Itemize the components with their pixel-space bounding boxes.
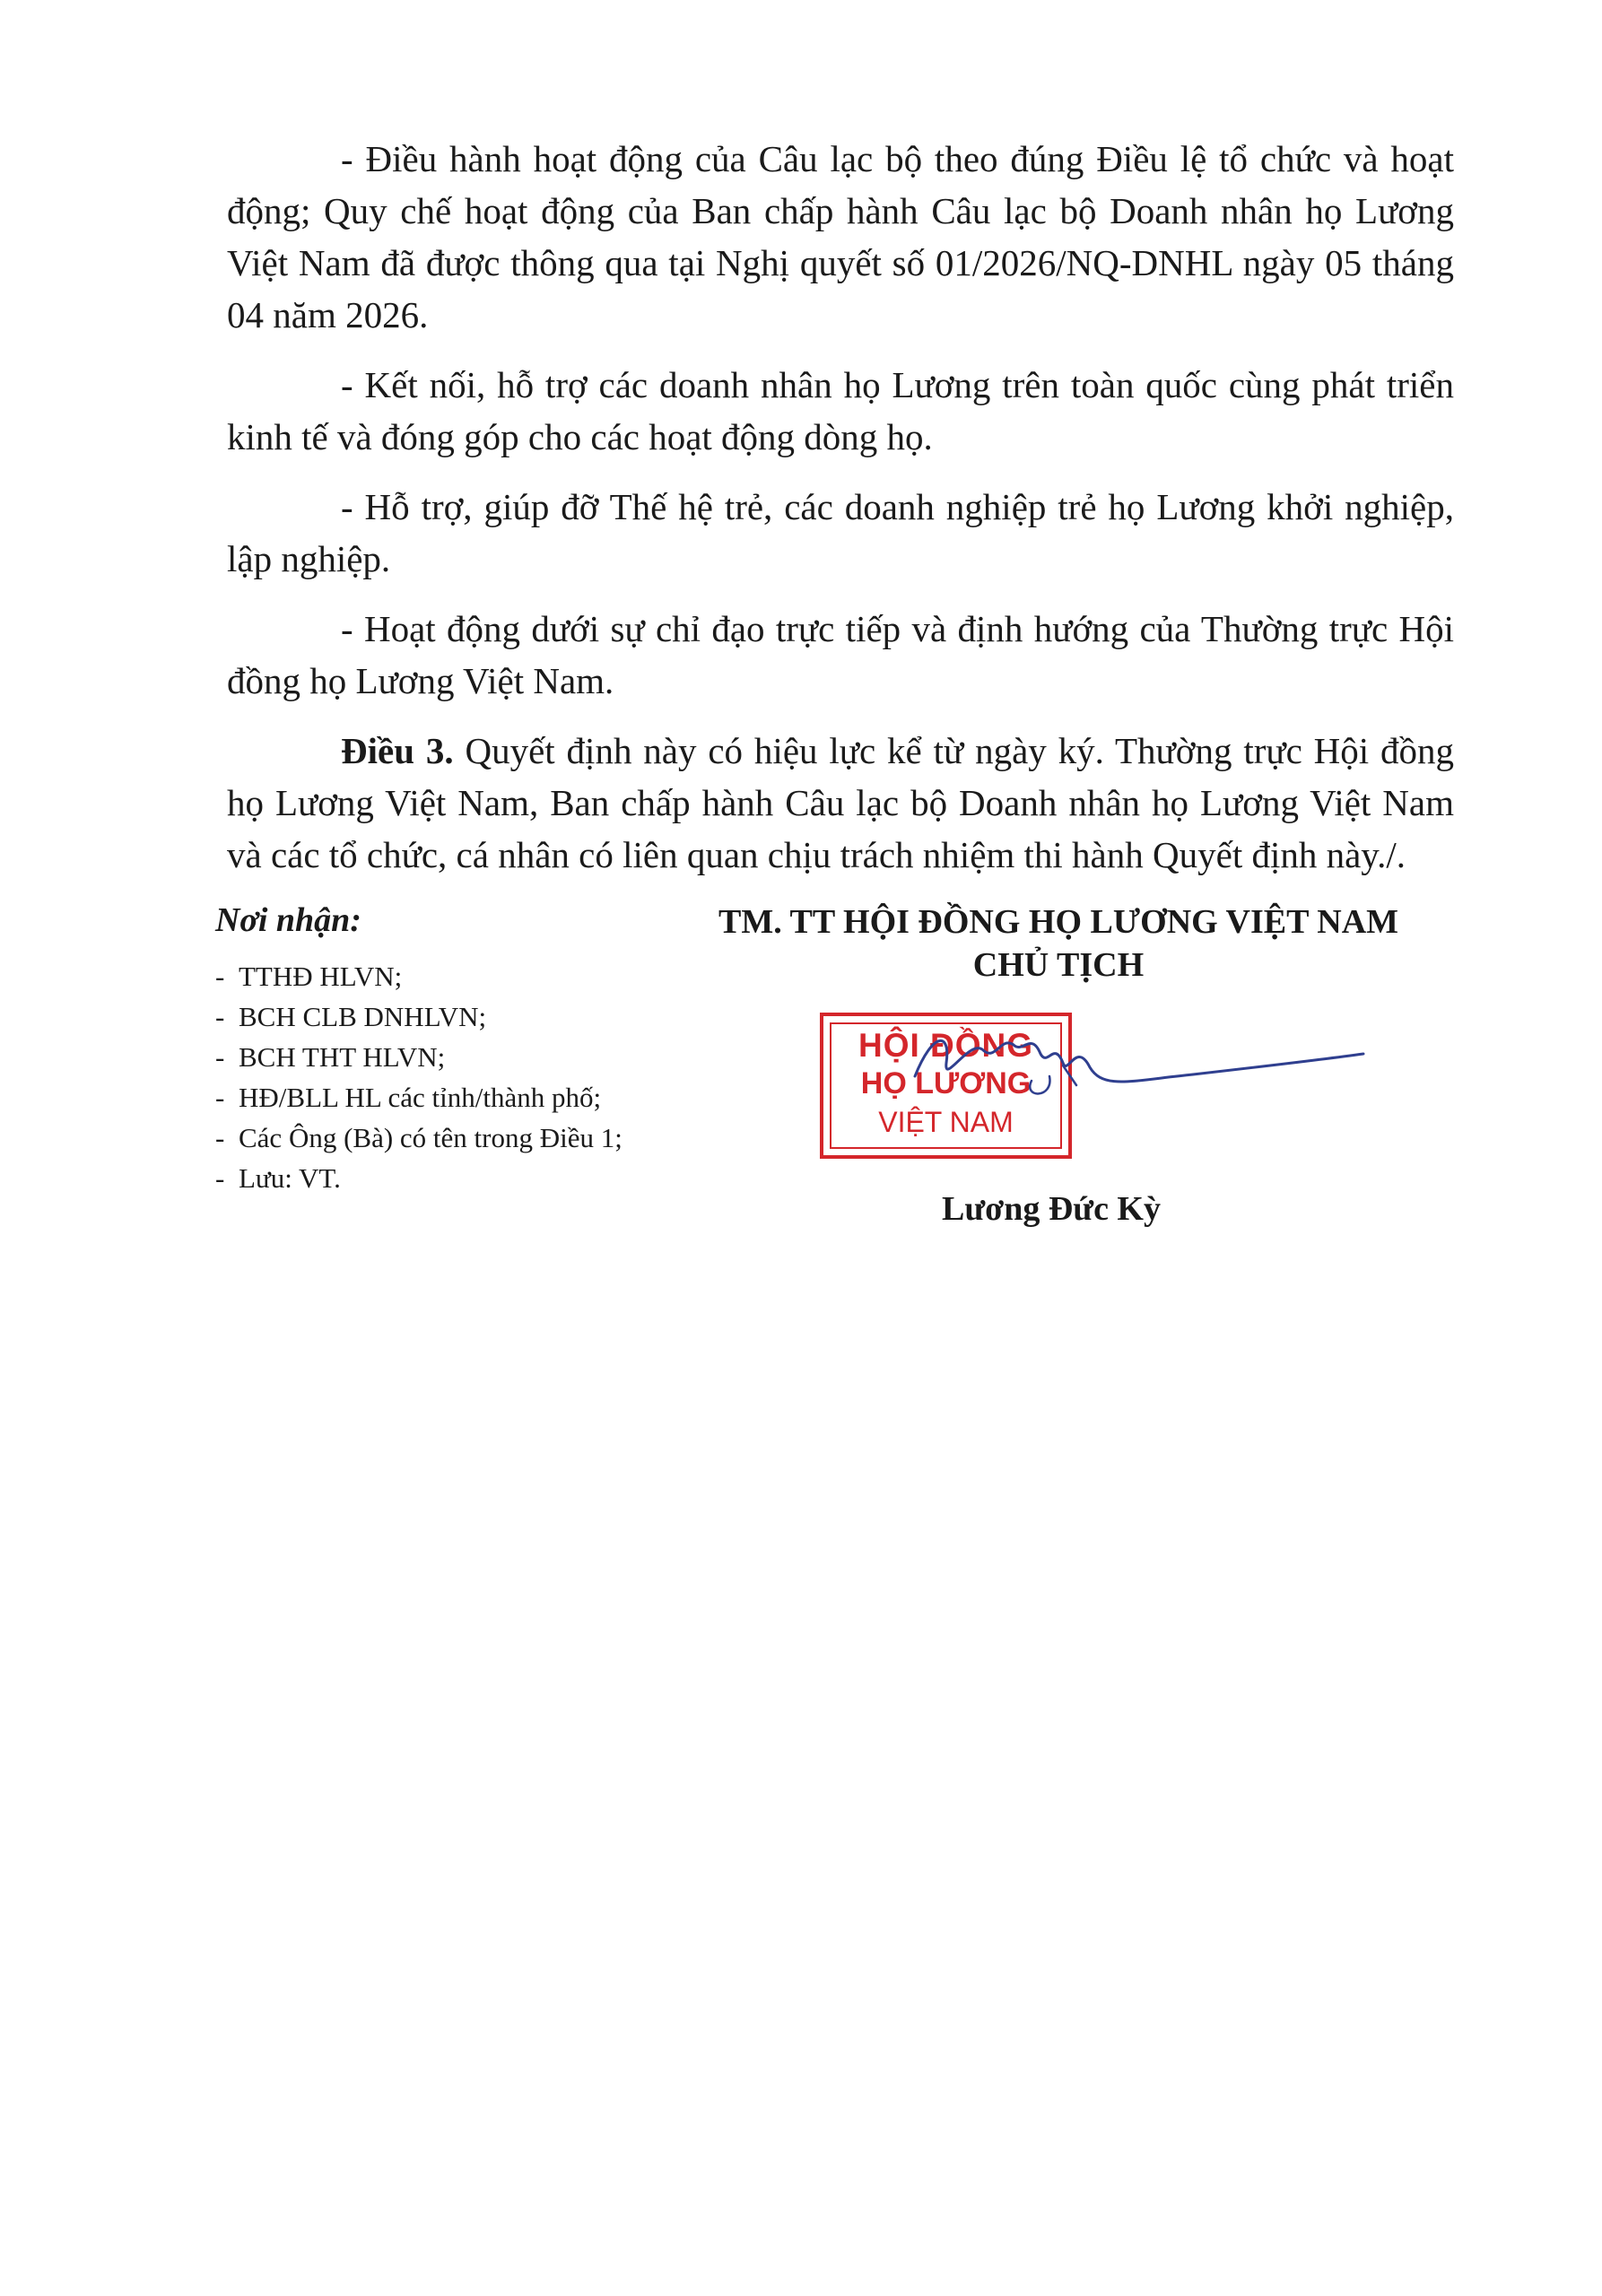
recipients-list [215, 956, 718, 1198]
handwritten-signature [897, 1013, 1381, 1112]
signer-name: Lương Đức Kỳ [942, 1190, 1161, 1228]
signer-organization: TM. TT HỘI ĐỒNG HỌ LƯƠNG VIỆT NAM [718, 903, 1398, 941]
recipients-block [215, 900, 718, 1198]
paragraph-club-operations: - Điều hành hoạt động của Câu lạc bộ theo đúng Điều lệ tổ chức và hoạt động; Quy chế hoạt động của Ban chấp hành Câu lạc bộ Doanh nhân họ Lương Việt Nam đã được thông qua tại Nghị quyết số 01/2026/NQ-DNHL ngày 05 tháng 04 năm 2026. [227, 138, 1454, 335]
recipient-item: - TTHĐ HLVN; [215, 956, 718, 996]
recipient-item: - BCH CLB DNHLVN; [215, 996, 718, 1037]
document-body [227, 133, 1454, 899]
signature-loop [1030, 1065, 1076, 1093]
recipient-item: - Các Ông (Bà) có tên trong Điều 1; [215, 1118, 718, 1158]
recipients-title: Nơi nhận: [215, 901, 361, 939]
paragraph-article-3 [227, 725, 1454, 881]
article-3-text: Quyết định này có hiệu lực kể từ ngày ký. Thường trực Hội đồng họ Lương Việt Nam, Ban chấp hành Câu lạc bộ Doanh nhân họ Lương Việt Nam và các tổ chức, cá nhân có liên quan chịu trách nhiệm thi hành Quyết định này./. [227, 730, 1455, 875]
signer-title: CHỦ TỊCH [972, 946, 1145, 984]
recipient-item: - BCH THT HLVN; [215, 1037, 718, 1077]
recipient-item: - HĐ/BLL HL các tỉnh/thành phố; [215, 1077, 718, 1118]
stamp-line-1: HỘI ĐỒNG [858, 1027, 1034, 1064]
signature-block [700, 900, 1417, 987]
article-3-label: Điều 3. [341, 730, 454, 771]
paragraph-young-generation: - Hỗ trợ, giúp đỡ Thế hệ trẻ, các doanh nghiệp trẻ họ Lương khởi nghiệp, lập nghiệp. [227, 486, 1454, 579]
paragraph-direction: - Hoạt động dưới sự chỉ đạo trực tiếp và định hướng của Thường trực Hội đồng họ Lương Việt Nam. [227, 608, 1454, 701]
signature-stroke [915, 1040, 1363, 1082]
recipient-item: - Lưu: VT. [215, 1158, 718, 1198]
paragraph-connect-support: - Kết nối, hỗ trợ các doanh nhân họ Lương trên toàn quốc cùng phát triển kinh tế và đóng góp cho các hoạt động dòng họ. [227, 364, 1454, 457]
stamp-line-2: HỌ LƯƠNG [860, 1066, 1032, 1100]
stamp-line-3: VIỆT NAM [878, 1106, 1014, 1138]
